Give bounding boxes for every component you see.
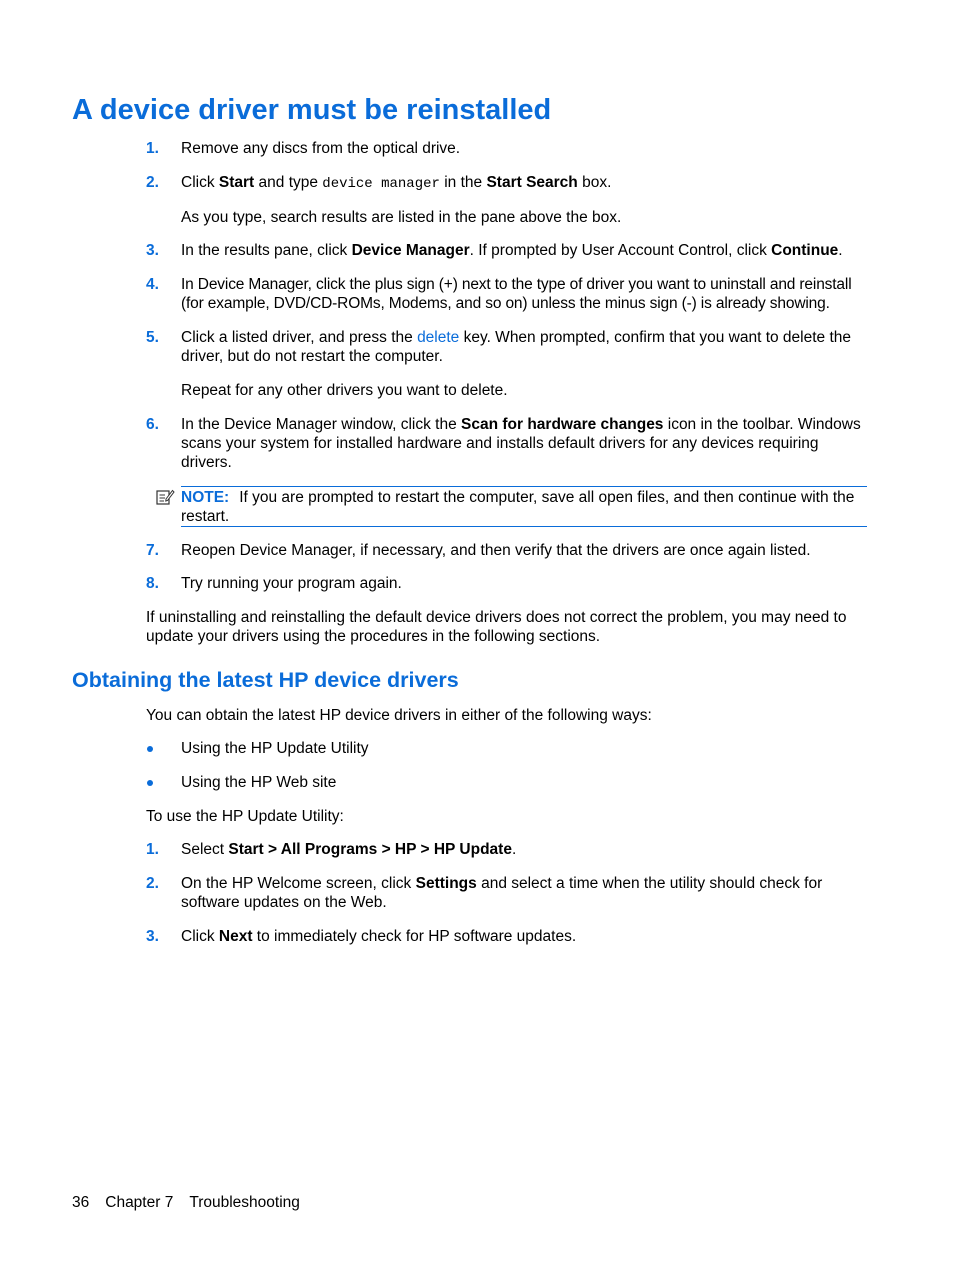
page-number: 36 bbox=[72, 1194, 90, 1211]
step-text: In Device Manager, click the plus sign (+) next to the type of driver you want to uninstall and reinstall (for example, DVD/CD-ROMs, Modems, and so on) unless the minus sign (-) is already showing. bbox=[181, 276, 852, 312]
step-number: 4. bbox=[146, 276, 159, 293]
step-number: 2. bbox=[146, 174, 159, 191]
page-title: A device driver must be reinstalled bbox=[72, 94, 552, 126]
step-number: 1. bbox=[146, 140, 159, 157]
step-text: Try running your program again. bbox=[181, 575, 402, 592]
step-text: Remove any discs from the optical drive. bbox=[181, 140, 461, 157]
bullet-icon bbox=[147, 780, 153, 786]
note-label: NOTE: bbox=[181, 489, 230, 506]
step-text: Click Next to immediately check for HP software updates. bbox=[181, 928, 577, 945]
step-text: Click Start and type device manager in the Start Search box. bbox=[181, 174, 612, 192]
step-text: Reopen Device Manager, if necessary, and then verify that the drivers are once again listed. bbox=[181, 542, 811, 559]
list-item: Using the HP Web site bbox=[181, 774, 337, 791]
step-number: 5. bbox=[146, 329, 159, 346]
section-lead: To use the HP Update Utility: bbox=[146, 808, 344, 825]
step-text: Select Start > All Programs > HP > HP Update. bbox=[181, 841, 517, 858]
note-text: NOTE: If you are prompted to restart the computer, save all open files, and then continue with the restart. bbox=[181, 489, 855, 525]
chapter-label: Chapter 7 bbox=[105, 1194, 174, 1211]
delete-key-link[interactable]: delete bbox=[417, 329, 460, 346]
step-number: 7. bbox=[146, 542, 159, 559]
step-number: 2. bbox=[146, 875, 159, 892]
list-item: Using the HP Update Utility bbox=[181, 740, 369, 757]
step-number: 1. bbox=[146, 841, 159, 858]
step-subtext: As you type, search results are listed in the pane above the box. bbox=[181, 209, 622, 226]
section-heading: Obtaining the latest HP device drivers bbox=[72, 668, 459, 692]
step-subtext: Repeat for any other drivers you want to delete. bbox=[181, 382, 508, 399]
step-number: 6. bbox=[146, 416, 159, 433]
step-text: In the results pane, click Device Manager. If prompted by User Account Control, click Continue. bbox=[181, 242, 843, 259]
step-number: 8. bbox=[146, 575, 159, 592]
step-text: On the HP Welcome screen, click Settings and select a time when the utility should check for software updates on the Web. bbox=[181, 875, 823, 911]
code-text: device manager bbox=[322, 176, 440, 192]
section-intro: You can obtain the latest HP device drivers in either of the following ways: bbox=[146, 707, 652, 724]
closing-paragraph: If uninstalling and reinstalling the default device drivers does not correct the problem, you may need to update your drivers using the procedures in the following sections. bbox=[146, 609, 847, 645]
page-footer bbox=[72, 1193, 316, 1212]
note-icon bbox=[155, 487, 175, 507]
bullet-icon bbox=[147, 746, 153, 752]
step-number: 3. bbox=[146, 242, 159, 259]
step-number: 3. bbox=[146, 928, 159, 945]
step-text: In the Device Manager window, click the Scan for hardware changes icon in the toolbar. Windows scans your system for installed hardware and installs default drivers for any devices requiring drivers. bbox=[181, 416, 861, 471]
step-text: Click a listed driver, and press the delete key. When prompted, confirm that you want to delete the driver, but do not restart the computer. bbox=[181, 329, 852, 365]
chapter-title: Troubleshooting bbox=[189, 1194, 300, 1211]
note-box bbox=[181, 486, 867, 527]
